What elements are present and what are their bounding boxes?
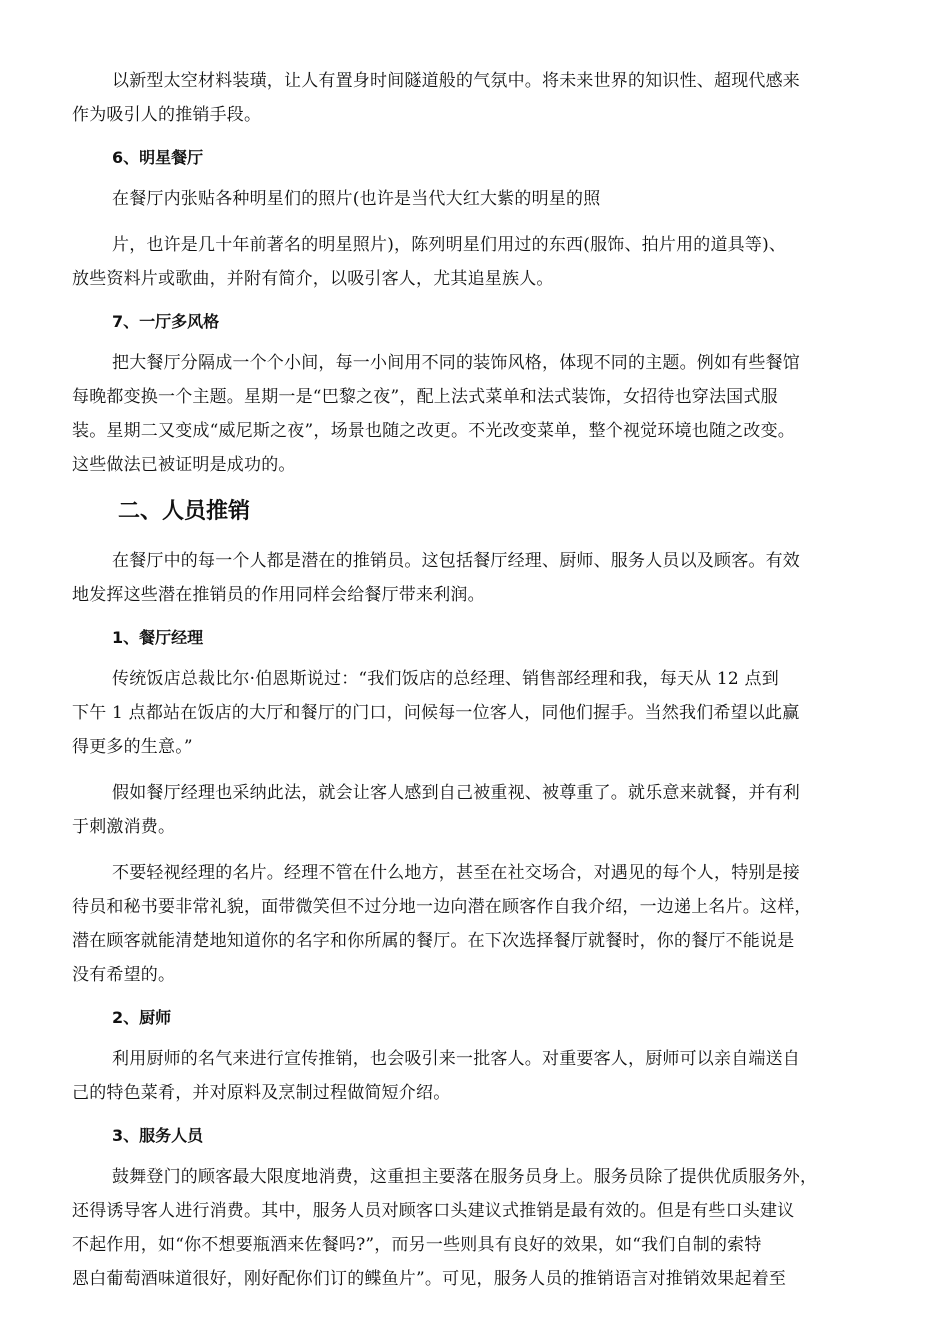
paragraph-service-staff	[72, 1160, 890, 1296]
text-line: 以新型太空材料装璜，让人有置身时间隧道般的气氛中。将未来世界的知识性、超现代感来	[112, 71, 800, 91]
text-line: 装。星期二又变成“威尼斯之夜”，场景也随之改更。不光改变菜单，整个视觉环境也随之改变。	[72, 421, 795, 441]
text-line: 没有希望的。	[72, 965, 176, 985]
subheading-service-staff: 3、服务人员	[112, 1126, 204, 1145]
text-line: 放些资料片或歌曲，并附有简介，以吸引客人，尤其追星族人。	[72, 269, 554, 289]
text-line: 潜在顾客就能清楚地知道你的名字和你所属的餐厅。在下次选择餐厅就餐时，你的餐厅不能说是	[72, 931, 795, 951]
text-line: 在餐厅中的每一个人都是潜在的推销员。这包括餐厅经理、厨师、服务人员以及顾客。有效	[112, 551, 800, 571]
subheading-manager: 1、餐厅经理	[112, 628, 204, 647]
text-line: 地发挥这些潜在推销员的作用同样会给餐厅带来利润。	[72, 585, 485, 605]
paragraph-manager-2	[72, 776, 890, 844]
text-line: 下午 1 点都站在饭店的大厅和餐厅的门口，问候每一位客人，同他们握手。当然我们希望以此赢	[72, 703, 800, 723]
text-line: 不起作用，如“你不想要瓶酒来佐餐吗?”，而另一些则具有良好的效果，如“我们自制的索特	[72, 1235, 762, 1255]
text-line: 己的特色菜肴，并对原料及烹制过程做简短介绍。	[72, 1083, 451, 1103]
subheading-multi-style: 7、一厅多风格	[112, 312, 220, 331]
text-line: 得更多的生意。”	[72, 737, 193, 757]
subheading-star-restaurant: 6、明星餐厅	[112, 148, 204, 167]
paragraph-manager-1	[72, 662, 890, 764]
paragraph-space-theme	[72, 64, 890, 132]
text-line: 鼓舞登门的顾客最大限度地消费，这重担主要落在服务员身上。服务员除了提供优质服务外，	[112, 1167, 818, 1187]
paragraph-multi-style	[72, 346, 890, 482]
text-line: 把大餐厅分隔成一个个小间，每一小间用不同的装饰风格，体现不同的主题。例如有些餐馆	[112, 353, 800, 373]
text-line: 不要轻视经理的名片。经理不管在什么地方，甚至在社交场合，对遇见的每个人，特别是接	[112, 863, 800, 883]
document-page	[72, 64, 890, 1308]
text-line: 传统饭店总裁比尔·伯恩斯说过：“我们饭店的总经理、销售部经理和我，每天从 12 点到	[112, 669, 779, 689]
text-line: 于刺激消费。	[72, 817, 176, 837]
paragraph-manager-3	[72, 856, 890, 992]
text-line: 恩白葡萄酒味道很好，刚好配你们订的鲽鱼片”。可见，服务人员的推销语言对推销效果起着至	[72, 1269, 787, 1289]
paragraph-star-2	[72, 228, 890, 296]
text-line: 假如餐厅经理也采纳此法，就会让客人感到自己被重视、被尊重了。就乐意来就餐，并有利	[112, 783, 800, 803]
paragraph-star-1: 在餐厅内张贴各种明星们的照片(也许是当代大红大紫的明星的照	[112, 189, 601, 209]
text-line: 还得诱导客人进行消费。其中，服务人员对顾客口头建议式推销是最有效的。但是有些口头建议	[72, 1201, 795, 1221]
text-line: 作为吸引人的推销手段。	[72, 105, 262, 125]
paragraph-staff	[72, 544, 890, 612]
text-line: 利用厨师的名气来进行宣传推销，也会吸引来一批客人。对重要客人，厨师可以亲自端送自	[112, 1049, 800, 1069]
text-line: 每晚都变换一个主题。星期一是“巴黎之夜”，配上法式菜单和法式装饰，女招待也穿法国式服	[72, 387, 778, 407]
text-line: 这些做法已被证明是成功的。	[72, 455, 296, 475]
section-heading-personnel-sales: 二、人员推销	[118, 499, 251, 524]
text-line: 片，也许是几十年前著名的明星照片)，陈列明星们用过的东西(服饰、拍片用的道具等)、	[112, 235, 787, 255]
text-line: 待员和秘书要非常礼貌，面带微笑但不过分地一边向潜在顾客作自我介绍，一边递上名片。这样，	[72, 897, 812, 917]
paragraph-chef	[72, 1042, 890, 1110]
subheading-chef: 2、厨师	[112, 1008, 172, 1027]
